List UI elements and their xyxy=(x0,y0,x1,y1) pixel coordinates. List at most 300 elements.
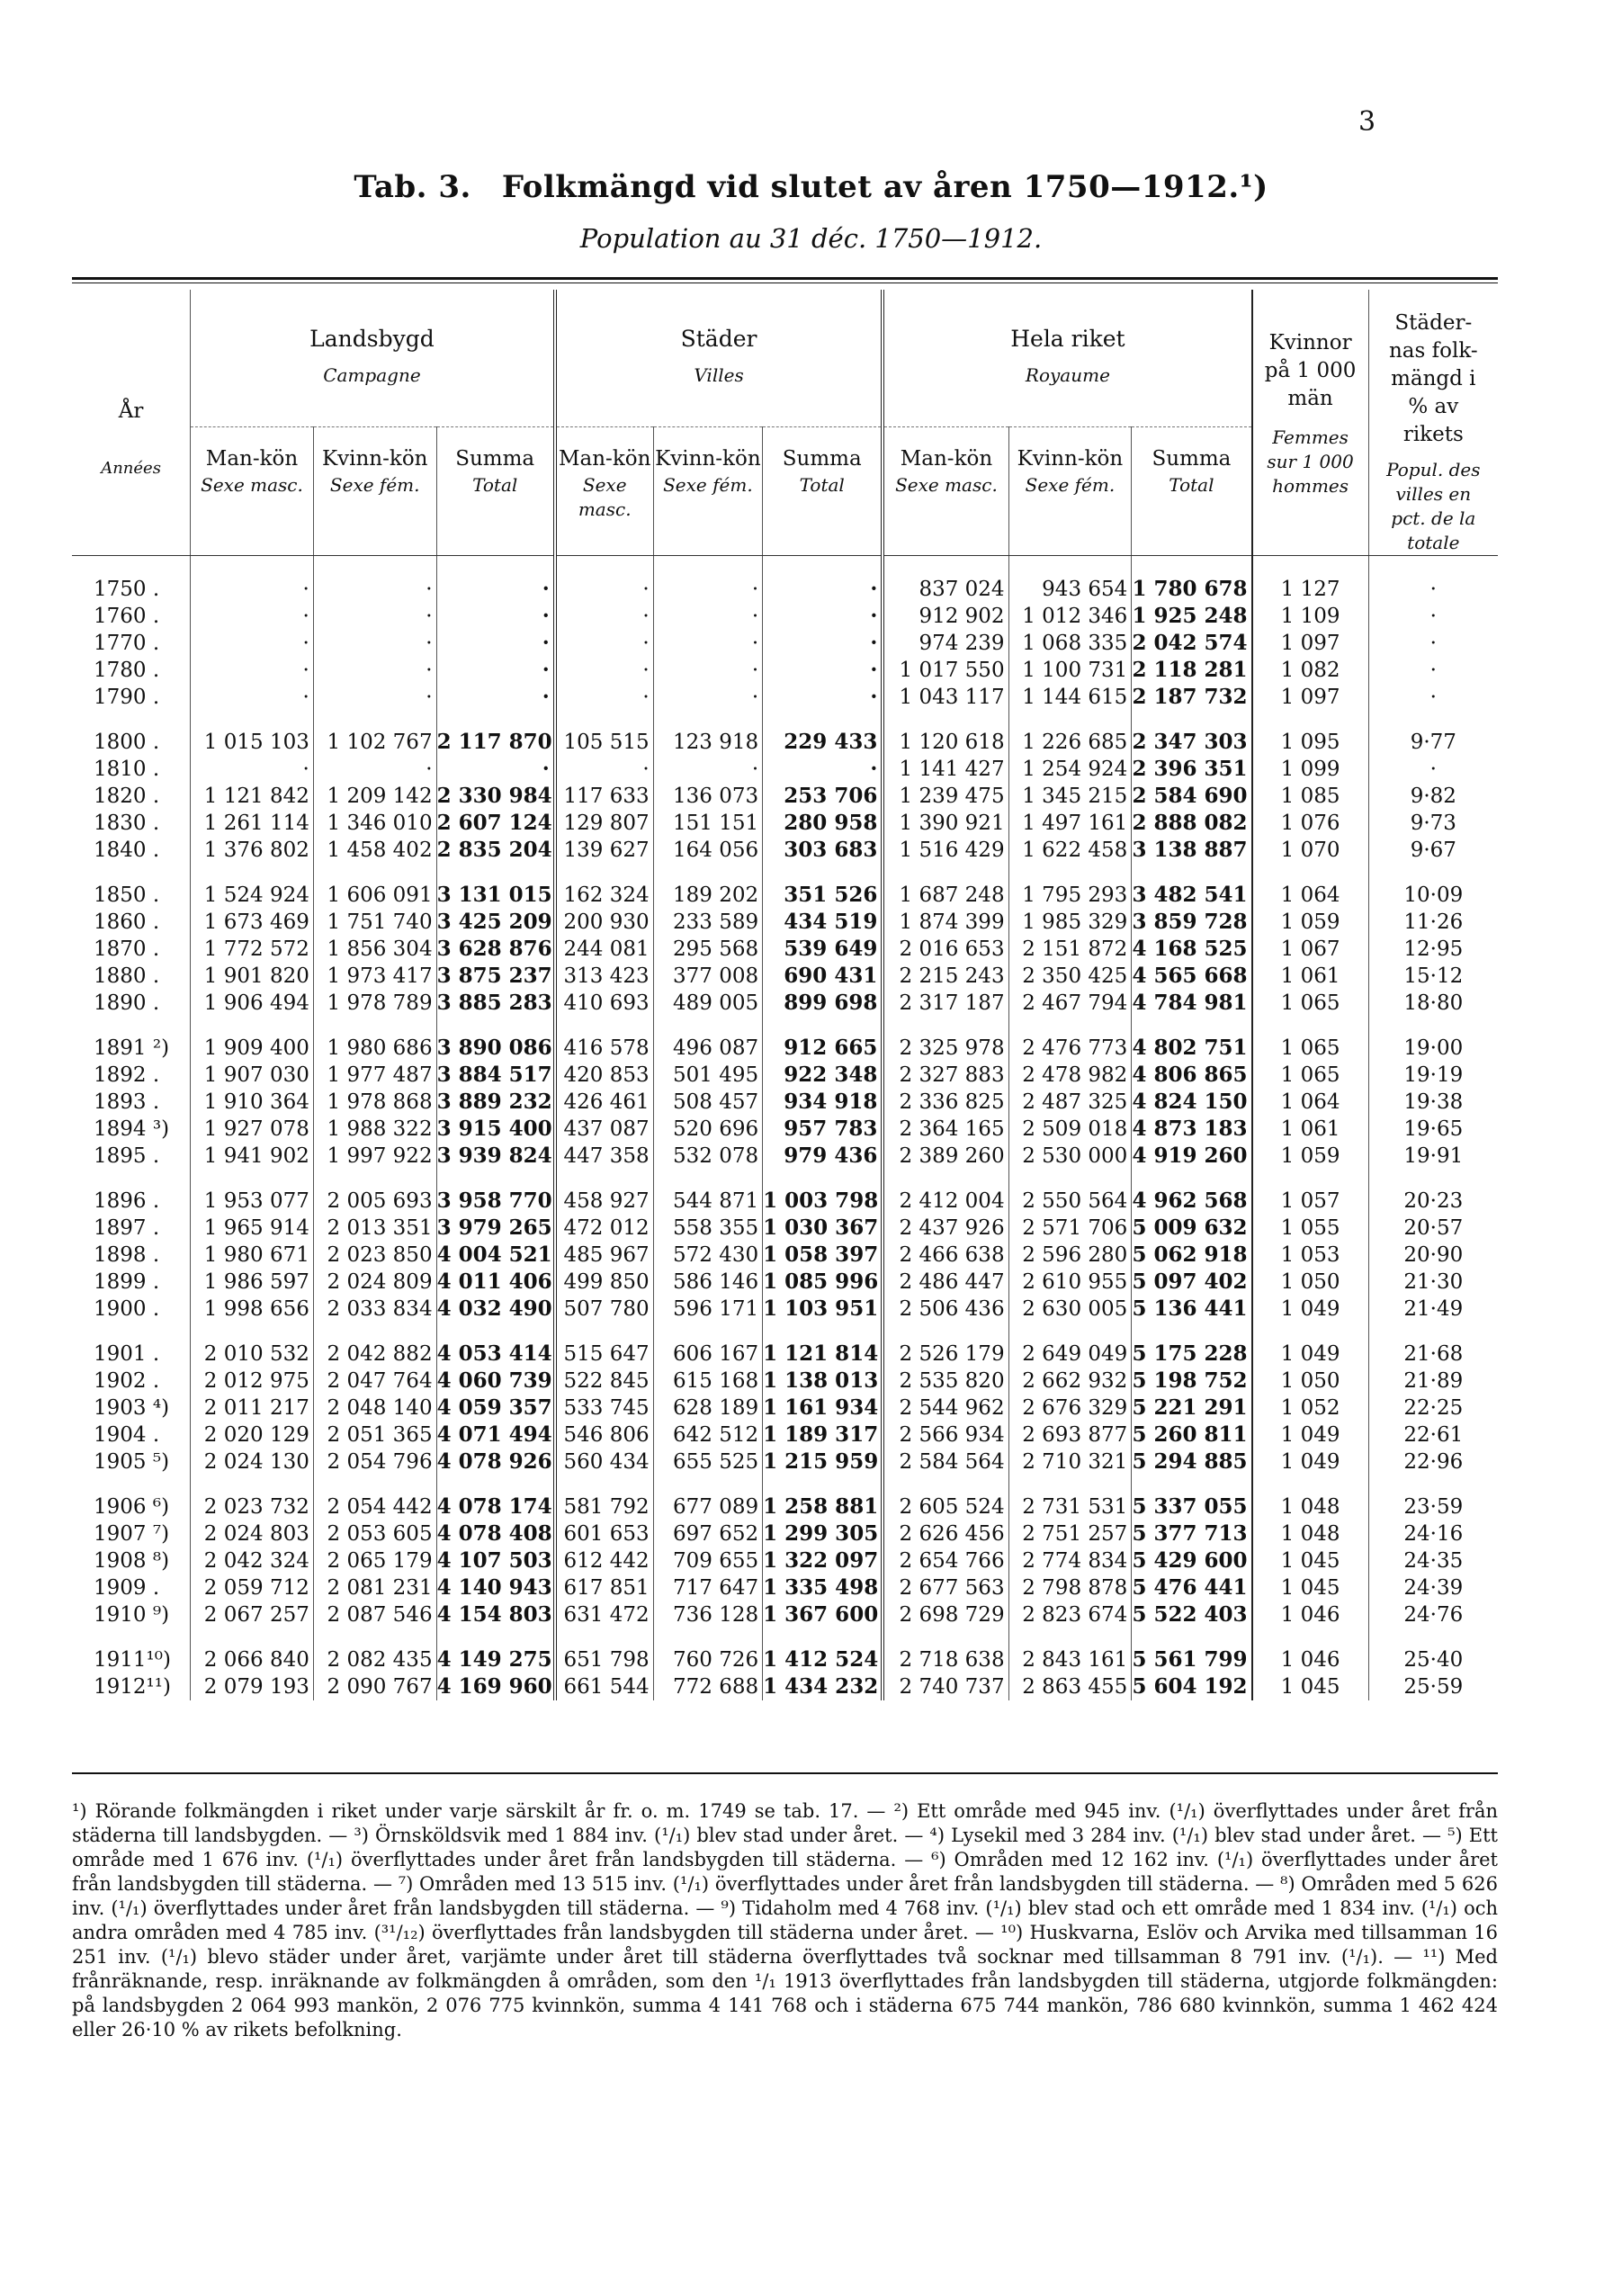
table-row xyxy=(72,1673,1498,1700)
riket-men-cell: 2 389 260 xyxy=(883,1143,1008,1170)
stader-women-cell: 615 168 xyxy=(653,1368,763,1395)
stader-men-cell: 601 653 xyxy=(555,1520,653,1547)
riket-men-cell: 1 687 248 xyxy=(883,864,1008,909)
landsbygd-men-cell: · xyxy=(191,630,314,657)
stader-sum-cell: 957 783 xyxy=(763,1116,883,1143)
riket-sum-cell: 2 118 281 xyxy=(1132,657,1252,684)
landsbygd-women-cell: · xyxy=(313,756,436,783)
landsbygd-sum-cell: 3 915 400 xyxy=(436,1116,555,1143)
stader-women-cell: 508 457 xyxy=(653,1089,763,1116)
header-pct: Städer-nas folk-mängd i % av rikets Popul. des villes en pct. de la totale xyxy=(1368,290,1498,556)
table-row xyxy=(72,909,1498,936)
stader-women-cell: 606 167 xyxy=(653,1323,763,1368)
landsbygd-sum-cell: · xyxy=(436,556,555,604)
stader-sum-cell: 303 683 xyxy=(763,837,883,864)
riket-sum-cell: 5 604 192 xyxy=(1132,1673,1252,1700)
header-hr-sum: Summa Total xyxy=(1132,427,1252,556)
riket-men-cell: 2 526 179 xyxy=(883,1323,1008,1368)
pct-cell: 24·35 xyxy=(1368,1547,1498,1574)
pct-cell: 12·95 xyxy=(1368,936,1498,963)
header-year: År Années xyxy=(72,290,191,556)
ratio-cell: 1 046 xyxy=(1252,1601,1369,1628)
landsbygd-men-cell: 2 067 257 xyxy=(191,1601,314,1628)
table-body xyxy=(72,556,1498,1701)
landsbygd-men-cell: 1 965 914 xyxy=(191,1215,314,1242)
stader-men-cell: 426 461 xyxy=(555,1089,653,1116)
year-cell: 1780 . xyxy=(94,659,160,683)
stader-sum-cell: 1 367 600 xyxy=(763,1601,883,1628)
stader-women-cell: 164 056 xyxy=(653,837,763,864)
pct-cell: 22·25 xyxy=(1368,1395,1498,1422)
stader-women-cell: 677 089 xyxy=(653,1475,763,1520)
riket-men-cell: 2 466 638 xyxy=(883,1242,1008,1269)
stader-men-cell: 105 515 xyxy=(555,711,653,756)
riket-sum-cell: 4 565 668 xyxy=(1132,963,1252,990)
riket-women-cell: 2 350 425 xyxy=(1008,963,1132,990)
stader-men-cell: 129 807 xyxy=(555,810,653,837)
riket-sum-cell: 4 919 260 xyxy=(1132,1143,1252,1170)
population-table xyxy=(72,290,1498,1700)
landsbygd-sum-cell: 2 607 124 xyxy=(436,810,555,837)
ratio-cell: 1 059 xyxy=(1252,909,1369,936)
ratio-cell: 1 076 xyxy=(1252,810,1369,837)
riket-sum-cell: 5 221 291 xyxy=(1132,1395,1252,1422)
header-hr-men: Man-kön Sexe masc. xyxy=(883,427,1008,556)
landsbygd-women-cell: 2 047 764 xyxy=(313,1368,436,1395)
header-st-men: Man-kön Sexe masc. xyxy=(555,427,653,556)
stader-men-cell: 139 627 xyxy=(555,837,653,864)
stader-sum-cell: 1 322 097 xyxy=(763,1547,883,1574)
year-cell: 1899 . xyxy=(94,1270,160,1295)
header-stader: Städer Villes xyxy=(555,290,883,427)
ratio-cell: 1 127 xyxy=(1252,556,1369,604)
riket-men-cell: 2 336 825 xyxy=(883,1089,1008,1116)
stader-sum-cell: 1 189 317 xyxy=(763,1422,883,1448)
landsbygd-men-cell: 1 261 114 xyxy=(191,810,314,837)
table-row xyxy=(72,684,1498,711)
year-cell: 1896 . xyxy=(94,1189,160,1214)
ratio-cell: 1 082 xyxy=(1252,657,1369,684)
riket-men-cell: 2 486 447 xyxy=(883,1269,1008,1296)
pct-cell: 21·68 xyxy=(1368,1323,1498,1368)
landsbygd-men-cell: · xyxy=(191,756,314,783)
stader-sum-cell: 1 434 232 xyxy=(763,1673,883,1700)
landsbygd-sum-cell: · xyxy=(436,657,555,684)
riket-women-cell: 2 596 280 xyxy=(1008,1242,1132,1269)
riket-sum-cell: 3 138 887 xyxy=(1132,837,1252,864)
landsbygd-men-cell: 2 059 712 xyxy=(191,1574,314,1601)
stader-men-cell: 631 472 xyxy=(555,1601,653,1628)
riket-men-cell: 2 566 934 xyxy=(883,1422,1008,1448)
stader-women-cell: 295 568 xyxy=(653,936,763,963)
landsbygd-women-cell: 2 065 179 xyxy=(313,1547,436,1574)
year-cell: 1770 . xyxy=(94,632,160,656)
riket-sum-cell: 4 962 568 xyxy=(1132,1170,1252,1215)
stader-women-cell: · xyxy=(653,630,763,657)
year-cell: 1800 . xyxy=(94,731,160,755)
landsbygd-women-cell: 2 048 140 xyxy=(313,1395,436,1422)
ratio-cell: 1 049 xyxy=(1252,1448,1369,1475)
riket-sum-cell: 2 042 574 xyxy=(1132,630,1252,657)
year-cell: 1897 . xyxy=(94,1216,160,1241)
stader-men-cell: 437 087 xyxy=(555,1116,653,1143)
ratio-cell: 1 061 xyxy=(1252,963,1369,990)
ratio-cell: 1 052 xyxy=(1252,1395,1369,1422)
pct-cell: 20·23 xyxy=(1368,1170,1498,1215)
landsbygd-men-cell: 2 011 217 xyxy=(191,1395,314,1422)
stader-women-cell: 655 525 xyxy=(653,1448,763,1475)
stader-men-cell: · xyxy=(555,603,653,630)
riket-men-cell: 2 544 962 xyxy=(883,1395,1008,1422)
riket-sum-cell: 5 097 402 xyxy=(1132,1269,1252,1296)
riket-women-cell: 2 530 000 xyxy=(1008,1143,1132,1170)
header-lb-men: Man-kön Sexe masc. xyxy=(191,427,314,556)
stader-women-cell: 532 078 xyxy=(653,1143,763,1170)
stader-women-cell: · xyxy=(653,556,763,604)
stader-women-cell: 642 512 xyxy=(653,1422,763,1448)
riket-women-cell: 1 012 346 xyxy=(1008,603,1132,630)
landsbygd-sum-cell: 3 875 237 xyxy=(436,963,555,990)
pct-cell: 24·76 xyxy=(1368,1601,1498,1628)
landsbygd-men-cell: · xyxy=(191,556,314,604)
riket-men-cell: 2 605 524 xyxy=(883,1475,1008,1520)
stader-men-cell: · xyxy=(555,684,653,711)
year-cell: 1893 . xyxy=(94,1090,160,1115)
landsbygd-men-cell: 1 673 469 xyxy=(191,909,314,936)
stader-sum-cell: 1 085 996 xyxy=(763,1269,883,1296)
table-row xyxy=(72,1323,1498,1368)
pct-cell: 15·12 xyxy=(1368,963,1498,990)
riket-women-cell: 943 654 xyxy=(1008,556,1132,604)
riket-men-cell: 1 516 429 xyxy=(883,837,1008,864)
riket-men-cell: 2 535 820 xyxy=(883,1368,1008,1395)
table-row xyxy=(72,1296,1498,1323)
riket-women-cell: 2 550 564 xyxy=(1008,1170,1132,1215)
riket-sum-cell: 4 806 865 xyxy=(1132,1062,1252,1089)
table-row xyxy=(72,630,1498,657)
landsbygd-sum-cell: 4 071 494 xyxy=(436,1422,555,1448)
stader-sum-cell: 922 348 xyxy=(763,1062,883,1089)
stader-sum-cell: 1 121 814 xyxy=(763,1323,883,1368)
ratio-cell: 1 061 xyxy=(1252,1116,1369,1143)
landsbygd-women-cell: 1 997 922 xyxy=(313,1143,436,1170)
stader-men-cell: 117 633 xyxy=(555,783,653,810)
stader-men-cell: 472 012 xyxy=(555,1215,653,1242)
table-row xyxy=(72,936,1498,963)
year-cell: 1911¹⁰) xyxy=(94,1648,171,1673)
stader-sum-cell: · xyxy=(763,556,883,604)
pct-cell: 11·26 xyxy=(1368,909,1498,936)
table-row xyxy=(72,603,1498,630)
stader-women-cell: 586 146 xyxy=(653,1269,763,1296)
landsbygd-women-cell: 1 856 304 xyxy=(313,936,436,963)
table-row xyxy=(72,783,1498,810)
landsbygd-sum-cell: · xyxy=(436,684,555,711)
riket-men-cell: 2 327 883 xyxy=(883,1062,1008,1089)
stader-women-cell: 496 087 xyxy=(653,1017,763,1062)
landsbygd-women-cell: 2 013 351 xyxy=(313,1215,436,1242)
pct-cell: 20·90 xyxy=(1368,1242,1498,1269)
landsbygd-women-cell: · xyxy=(313,657,436,684)
ratio-cell: 1 065 xyxy=(1252,990,1369,1017)
stader-women-cell: · xyxy=(653,603,763,630)
landsbygd-women-cell: 1 209 142 xyxy=(313,783,436,810)
riket-men-cell: 2 698 729 xyxy=(883,1601,1008,1628)
riket-men-cell: 1 043 117 xyxy=(883,684,1008,711)
landsbygd-women-cell: 1 978 789 xyxy=(313,990,436,1017)
landsbygd-women-cell: 1 346 010 xyxy=(313,810,436,837)
footnote-text: ¹) Rörande folkmängden i riket under varje särskilt år fr. o. m. 1749 se tab. 17. — ²) Ett område med 945 inv. (¹/₁) överflyttades under året från städerna till landsbygden. — ³) Örnsköldsvik med 1 884 inv. (¹/₁) blev stad under året. — ⁴) Lysekil med 3 284 inv. (¹/₁) blev stad under året. — ⁵) Ett område med 1 676 inv. (¹/₁) överflyttades under året från landsbygden till städerna. — ⁶) Områden med 12 162 inv. (¹/₁) överflyttades under året från landsbygden till städerna. — ⁷) Områden med 13 515 inv. (¹/₁) överflyttades under året från landsbygden till städerna. — ⁸) Områden med 5 626 inv. (¹/₁) överflyttades under året från landsbygden till städerna. — ⁹) Tidaholm med 4 768 inv. (¹/₁) blev stad och ett område med 1 834 inv. (¹/₁) och andra områden med 4 785 inv. (³¹/₁₂) överflyttades från landsbygden till städerna under året. — ¹⁰) Huskvarna, Eslöv och Arvika med tillsamman 16 251 inv. (¹/₁) blevo städer under året, varjämte under året till städerna överflyttades två socknar med tillsamman 8 791 inv. (¹/₁). — ¹¹) Med frånräknande, resp. inräknande av folkmängden å områden, som den ¹/₁ 1913 överflyttades från landsbygden till städerna, utgjorde folkmängden: på landsbygden 2 064 993 mankön, 2 076 775 kvinnkön, summa 4 141 768 och i städerna 675 744 mankön, 786 680 kvinnkön, summa 1 462 424 eller 26·10 % av rikets befolkning. xyxy=(72,1800,1498,2040)
pct-cell: 19·19 xyxy=(1368,1062,1498,1089)
riket-men-cell: 2 584 564 xyxy=(883,1448,1008,1475)
landsbygd-women-cell: 1 978 868 xyxy=(313,1089,436,1116)
riket-sum-cell: 2 584 690 xyxy=(1132,783,1252,810)
landsbygd-women-cell: 2 053 605 xyxy=(313,1520,436,1547)
landsbygd-women-cell: 1 977 487 xyxy=(313,1062,436,1089)
stader-women-cell: 628 189 xyxy=(653,1395,763,1422)
landsbygd-women-cell: · xyxy=(313,630,436,657)
stader-women-cell: · xyxy=(653,684,763,711)
pct-cell: 22·96 xyxy=(1368,1448,1498,1475)
stader-sum-cell: · xyxy=(763,684,883,711)
landsbygd-men-cell: 2 079 193 xyxy=(191,1673,314,1700)
landsbygd-men-cell: · xyxy=(191,657,314,684)
stader-men-cell: 244 081 xyxy=(555,936,653,963)
riket-women-cell: 2 731 531 xyxy=(1008,1475,1132,1520)
landsbygd-men-cell: 1 927 078 xyxy=(191,1116,314,1143)
pct-cell: 19·00 xyxy=(1368,1017,1498,1062)
stader-sum-cell: 1 412 524 xyxy=(763,1628,883,1673)
year-cell: 1880 . xyxy=(94,964,160,989)
stader-sum-cell: 979 436 xyxy=(763,1143,883,1170)
riket-men-cell: 837 024 xyxy=(883,556,1008,604)
table-row xyxy=(72,963,1498,990)
riket-men-cell: 2 506 436 xyxy=(883,1296,1008,1323)
stader-sum-cell: · xyxy=(763,657,883,684)
table-row xyxy=(72,1628,1498,1673)
ratio-cell: 1 109 xyxy=(1252,603,1369,630)
year-cell: 1903 ⁴) xyxy=(94,1396,170,1421)
riket-women-cell: 2 610 955 xyxy=(1008,1269,1132,1296)
landsbygd-sum-cell: 4 078 408 xyxy=(436,1520,555,1547)
landsbygd-women-cell: 1 102 767 xyxy=(313,711,436,756)
table-row xyxy=(72,657,1498,684)
stader-sum-cell: 1 138 013 xyxy=(763,1368,883,1395)
riket-women-cell: 2 151 872 xyxy=(1008,936,1132,963)
stader-women-cell: 189 202 xyxy=(653,864,763,909)
header-lb-women: Kvinn-kön Sexe fém. xyxy=(313,427,436,556)
riket-men-cell: 1 239 475 xyxy=(883,783,1008,810)
landsbygd-women-cell: · xyxy=(313,603,436,630)
year-cell: 1810 . xyxy=(94,758,160,782)
year-cell: 1912¹¹) xyxy=(94,1675,171,1700)
title-text: Folkmängd vid slutet av åren 1750—1912.¹) xyxy=(501,169,1268,205)
riket-sum-cell: 5 522 403 xyxy=(1132,1601,1252,1628)
stader-sum-cell: 690 431 xyxy=(763,963,883,990)
table-row xyxy=(72,1448,1498,1475)
landsbygd-sum-cell: 3 979 265 xyxy=(436,1215,555,1242)
landsbygd-sum-cell: 4 059 357 xyxy=(436,1395,555,1422)
ratio-cell: 1 049 xyxy=(1252,1296,1369,1323)
riket-women-cell: 2 774 834 xyxy=(1008,1547,1132,1574)
riket-sum-cell: 1 925 248 xyxy=(1132,603,1252,630)
landsbygd-women-cell: 2 033 834 xyxy=(313,1296,436,1323)
year-cell: 1904 . xyxy=(94,1423,160,1448)
stader-men-cell: 507 780 xyxy=(555,1296,653,1323)
page-number: 3 xyxy=(1358,106,1376,138)
year-cell: 1850 . xyxy=(94,883,160,908)
table-number: Tab. 3. xyxy=(354,169,471,205)
table-subtitle: Population au 31 déc. 1750—1912. xyxy=(579,223,1043,254)
stader-men-cell: 651 798 xyxy=(555,1628,653,1673)
stader-men-cell: · xyxy=(555,756,653,783)
riket-sum-cell: 4 784 981 xyxy=(1132,990,1252,1017)
landsbygd-men-cell: 2 024 130 xyxy=(191,1448,314,1475)
riket-sum-cell: 3 482 541 xyxy=(1132,864,1252,909)
year-cell: 1840 . xyxy=(94,839,160,863)
table-row xyxy=(72,1062,1498,1089)
year-cell: 1870 . xyxy=(94,937,160,962)
landsbygd-sum-cell: 4 004 521 xyxy=(436,1242,555,1269)
pct-cell: 10·09 xyxy=(1368,864,1498,909)
table-row xyxy=(72,1601,1498,1628)
riket-women-cell: 1 068 335 xyxy=(1008,630,1132,657)
year-cell: 1830 . xyxy=(94,812,160,836)
header-hela-riket: Hela riket Royaume xyxy=(883,290,1251,427)
stader-women-cell: 736 128 xyxy=(653,1601,763,1628)
landsbygd-women-cell: 1 458 402 xyxy=(313,837,436,864)
table-row xyxy=(72,1242,1498,1269)
landsbygd-women-cell: · xyxy=(313,684,436,711)
landsbygd-men-cell: 2 066 840 xyxy=(191,1628,314,1673)
year-cell: 1890 . xyxy=(94,991,160,1016)
header-ratio: Kvinnor på 1 000 män Femmes sur 1 000 hommes xyxy=(1252,290,1369,556)
riket-women-cell: 2 676 329 xyxy=(1008,1395,1132,1422)
year-cell: 1898 . xyxy=(94,1243,160,1268)
table-row xyxy=(72,810,1498,837)
stader-sum-cell: · xyxy=(763,603,883,630)
riket-sum-cell: 1 780 678 xyxy=(1132,556,1252,604)
landsbygd-men-cell: 1 941 902 xyxy=(191,1143,314,1170)
pct-cell: 9·77 xyxy=(1368,711,1498,756)
riket-sum-cell: 5 260 811 xyxy=(1132,1422,1252,1448)
landsbygd-sum-cell: 4 078 926 xyxy=(436,1448,555,1475)
year-cell: 1901 . xyxy=(94,1342,160,1367)
riket-women-cell: 2 843 161 xyxy=(1008,1628,1132,1673)
landsbygd-sum-cell: 3 889 232 xyxy=(436,1089,555,1116)
landsbygd-sum-cell: 4 140 943 xyxy=(436,1574,555,1601)
table-row xyxy=(72,1475,1498,1520)
ratio-cell: 1 045 xyxy=(1252,1574,1369,1601)
riket-sum-cell: 4 873 183 xyxy=(1132,1116,1252,1143)
riket-women-cell: 2 823 674 xyxy=(1008,1601,1132,1628)
stader-sum-cell: 253 706 xyxy=(763,783,883,810)
riket-women-cell: 1 795 293 xyxy=(1008,864,1132,909)
year-cell: 1910 ⁹) xyxy=(94,1603,170,1628)
stader-women-cell: · xyxy=(653,756,763,783)
landsbygd-men-cell: 1 986 597 xyxy=(191,1269,314,1296)
ratio-cell: 1 057 xyxy=(1252,1170,1369,1215)
table-row xyxy=(72,1170,1498,1215)
ratio-cell: 1 049 xyxy=(1252,1422,1369,1448)
stader-women-cell: 717 647 xyxy=(653,1574,763,1601)
pct-cell: 21·30 xyxy=(1368,1269,1498,1296)
landsbygd-men-cell: 2 010 532 xyxy=(191,1323,314,1368)
stader-women-cell: 596 171 xyxy=(653,1296,763,1323)
pct-cell: 19·38 xyxy=(1368,1089,1498,1116)
stader-women-cell: 377 008 xyxy=(653,963,763,990)
riket-men-cell: 2 412 004 xyxy=(883,1170,1008,1215)
stader-women-cell: 572 430 xyxy=(653,1242,763,1269)
ratio-cell: 1 064 xyxy=(1252,1089,1369,1116)
pct-cell: 23·59 xyxy=(1368,1475,1498,1520)
stader-sum-cell: 1 030 367 xyxy=(763,1215,883,1242)
stader-sum-cell: · xyxy=(763,756,883,783)
stader-men-cell: · xyxy=(555,657,653,684)
stader-men-cell: 499 850 xyxy=(555,1269,653,1296)
stader-men-cell: 522 845 xyxy=(555,1368,653,1395)
stader-sum-cell: 1 299 305 xyxy=(763,1520,883,1547)
table-row xyxy=(72,1574,1498,1601)
stader-sum-cell: 1 161 934 xyxy=(763,1395,883,1422)
landsbygd-men-cell: 2 042 324 xyxy=(191,1547,314,1574)
landsbygd-sum-cell: · xyxy=(436,630,555,657)
ratio-cell: 1 099 xyxy=(1252,756,1369,783)
landsbygd-women-cell: 2 023 850 xyxy=(313,1242,436,1269)
riket-men-cell: 1 017 550 xyxy=(883,657,1008,684)
ratio-cell: 1 053 xyxy=(1252,1242,1369,1269)
stader-women-cell: 558 355 xyxy=(653,1215,763,1242)
stader-women-cell: 520 696 xyxy=(653,1116,763,1143)
riket-women-cell: 2 710 321 xyxy=(1008,1448,1132,1475)
stader-men-cell: 420 853 xyxy=(555,1062,653,1089)
stader-women-cell: 501 495 xyxy=(653,1062,763,1089)
ratio-cell: 1 050 xyxy=(1252,1368,1369,1395)
pct-cell: 18·80 xyxy=(1368,990,1498,1017)
stader-sum-cell: 539 649 xyxy=(763,936,883,963)
riket-men-cell: 2 740 737 xyxy=(883,1673,1008,1700)
landsbygd-men-cell: 1 524 924 xyxy=(191,864,314,909)
table-row xyxy=(72,1116,1498,1143)
riket-men-cell: 2 437 926 xyxy=(883,1215,1008,1242)
riket-women-cell: 1 144 615 xyxy=(1008,684,1132,711)
pct-cell: 9·73 xyxy=(1368,810,1498,837)
ratio-cell: 1 045 xyxy=(1252,1673,1369,1700)
riket-women-cell: 2 476 773 xyxy=(1008,1017,1132,1062)
riket-sum-cell: 2 187 732 xyxy=(1132,684,1252,711)
landsbygd-sum-cell: 2 835 204 xyxy=(436,837,555,864)
pct-cell: 9·67 xyxy=(1368,837,1498,864)
stader-men-cell: 410 693 xyxy=(555,990,653,1017)
year-cell: 1760 . xyxy=(94,605,160,629)
pct-cell: 21·89 xyxy=(1368,1368,1498,1395)
landsbygd-sum-cell: 4 169 960 xyxy=(436,1673,555,1700)
pct-cell: 20·57 xyxy=(1368,1215,1498,1242)
riket-women-cell: 2 478 982 xyxy=(1008,1062,1132,1089)
landsbygd-men-cell: 1 772 572 xyxy=(191,936,314,963)
riket-men-cell: 974 239 xyxy=(883,630,1008,657)
riket-men-cell: 1 874 399 xyxy=(883,909,1008,936)
landsbygd-men-cell: · xyxy=(191,684,314,711)
year-cell: 1909 . xyxy=(94,1576,160,1601)
pct-cell: 22·61 xyxy=(1368,1422,1498,1448)
pct-cell: · xyxy=(1368,556,1498,604)
landsbygd-sum-cell: 4 060 739 xyxy=(436,1368,555,1395)
stader-men-cell: · xyxy=(555,630,653,657)
riket-sum-cell: 4 824 150 xyxy=(1132,1089,1252,1116)
landsbygd-men-cell: 1 953 077 xyxy=(191,1170,314,1215)
landsbygd-men-cell: · xyxy=(191,603,314,630)
